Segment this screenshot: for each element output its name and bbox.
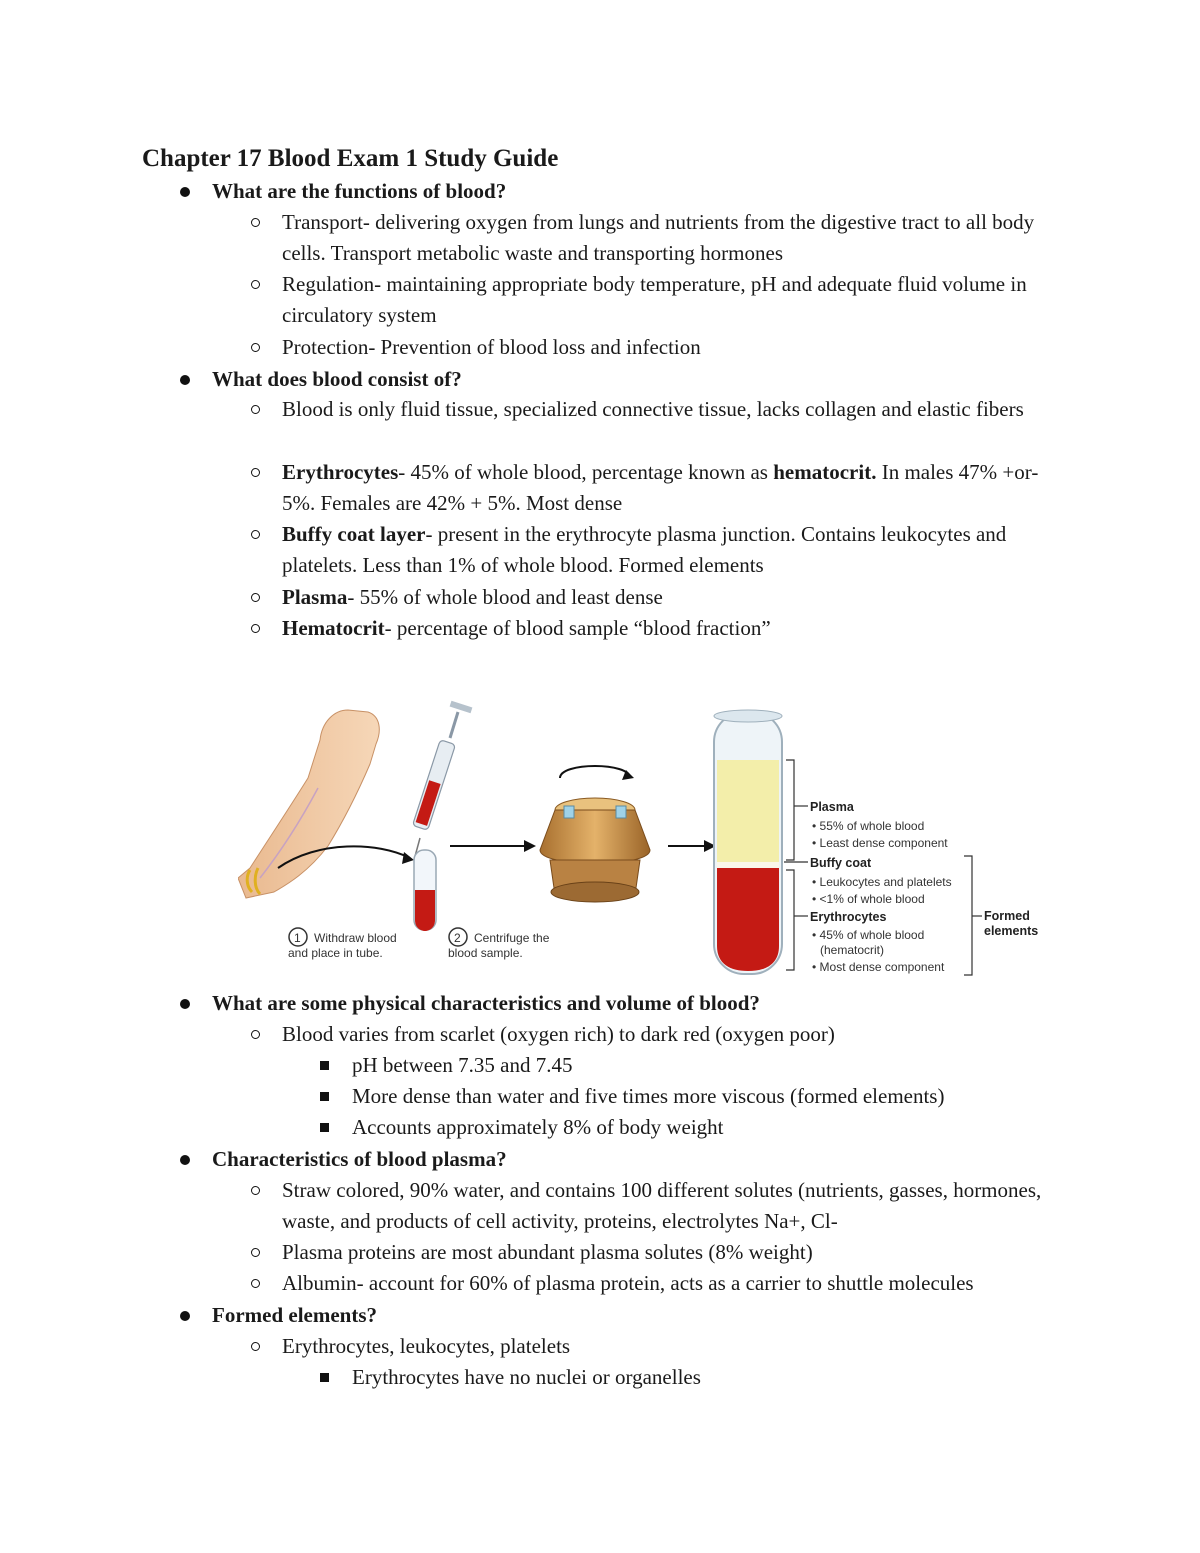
arrow-head-icon bbox=[402, 852, 414, 864]
question-functions: What are the functions of blood? bbox=[212, 179, 507, 203]
step-number: 1 bbox=[294, 931, 301, 945]
bullet-circle bbox=[251, 1030, 260, 1039]
list-item: Regulation- maintaining appropriate body temperature, pH and adequate fluid volume in circulatory system bbox=[282, 272, 1027, 327]
step1-label-line2: and place in tube. bbox=[288, 946, 383, 960]
step2-label-line1: Centrifuge the bbox=[474, 931, 550, 945]
bullet-circle bbox=[251, 1279, 260, 1288]
term: Buffy coat layer bbox=[282, 522, 426, 546]
label-buffy-coat: Buffy coat bbox=[810, 856, 872, 870]
bullet-square bbox=[320, 1092, 329, 1101]
term: hematocrit. bbox=[773, 460, 877, 484]
term: Plasma bbox=[282, 585, 348, 609]
label-plasma-bullet: • Least dense component bbox=[812, 836, 948, 850]
list-subitem: More dense than water and five times more viscous (formed elements) bbox=[352, 1084, 945, 1108]
question-formed-elements: Formed elements? bbox=[212, 1303, 378, 1327]
list-item-plasma: Plasma- 55% of whole blood and least dense bbox=[282, 585, 663, 609]
list-item: Transport- delivering oxygen from lungs and nutrients from the digestive tract to all body cells. Transport metabolic waste and transporting hormones bbox=[282, 210, 1035, 265]
question-composition: What does blood consist of? bbox=[212, 367, 462, 391]
list-subitem: pH between 7.35 and 7.45 bbox=[352, 1053, 573, 1077]
term: Hematocrit bbox=[282, 616, 385, 640]
label-ery-hematocrit: (hematocrit) bbox=[820, 943, 885, 957]
bullet-disc bbox=[180, 1311, 190, 1321]
label-formed-elements-line2: elements bbox=[984, 924, 1039, 938]
page-title: Chapter 17 Blood Exam 1 Study Guide bbox=[142, 145, 559, 172]
list-item: Erythrocytes, leukocytes, platelets bbox=[282, 1334, 571, 1358]
bullet-circle bbox=[251, 530, 260, 539]
question-plasma: Characteristics of blood plasma? bbox=[212, 1147, 507, 1171]
list-item: Blood is only fluid tissue, specialized connective tissue, lacks collagen and elastic fibers bbox=[282, 397, 1024, 421]
list-item: Straw colored, 90% water, and contains 100 different solutes (nutrients, gasses, hormones, waste, and products of cell activity, proteins, electrolytes Na+, Cl- bbox=[282, 1178, 1042, 1233]
bullet-square bbox=[320, 1373, 329, 1382]
bracket-formed-elements bbox=[964, 856, 972, 975]
list-item: Albumin- account for 60% of plasma protein, acts as a carrier to shuttle molecules bbox=[282, 1271, 974, 1295]
bullet-disc bbox=[180, 187, 190, 197]
label-ery-bullet: • 45% of whole blood bbox=[812, 928, 925, 942]
bullet-circle bbox=[251, 343, 260, 352]
bracket-erythrocytes bbox=[786, 870, 794, 970]
bullet-circle bbox=[251, 593, 260, 602]
bullet-square bbox=[320, 1061, 329, 1070]
step-number: 2 bbox=[454, 931, 461, 945]
label-erythrocytes: Erythrocytes bbox=[810, 910, 887, 924]
list-item-hematocrit: Hematocrit- percentage of blood sample “blood fraction” bbox=[282, 616, 771, 640]
list-item-erythrocytes: Erythrocytes- 45% of whole blood, percentage known as hematocrit. In males 47% +or- 5%. Females are 42% + 5%. Most dense bbox=[282, 460, 1039, 515]
arrow-head-icon bbox=[524, 840, 536, 852]
syringe-illustration bbox=[412, 701, 472, 860]
bullet-circle bbox=[251, 405, 260, 414]
label-plasma-bullet: • 55% of whole blood bbox=[812, 819, 925, 833]
bullet-circle bbox=[251, 468, 260, 477]
list-subitem: Accounts approximately 8% of body weight bbox=[352, 1115, 724, 1139]
bullet-disc bbox=[180, 375, 190, 385]
arm-illustration bbox=[238, 710, 379, 898]
bullet-circle bbox=[251, 218, 260, 227]
question-physical: What are some physical characteristics and volume of blood? bbox=[212, 991, 760, 1015]
bullet-square bbox=[320, 1123, 329, 1132]
bullet-circle bbox=[251, 280, 260, 289]
list-item: Protection- Prevention of blood loss and infection bbox=[282, 335, 701, 359]
label-buffy-bullet: • <1% of whole blood bbox=[812, 892, 925, 906]
list-item: Plasma proteins are most abundant plasma solutes (8% weight) bbox=[282, 1240, 813, 1264]
test-tube-large bbox=[714, 710, 782, 974]
bullet-circle bbox=[251, 1342, 260, 1351]
centrifuge-illustration bbox=[540, 766, 650, 902]
list-item: Blood varies from scarlet (oxygen rich) to dark red (oxygen poor) bbox=[282, 1022, 835, 1046]
label-ery-bullet: • Most dense component bbox=[812, 960, 945, 974]
label-plasma: Plasma bbox=[810, 800, 854, 814]
label-buffy-bullet: • Leukocytes and platelets bbox=[812, 875, 952, 889]
list-item-buffy-coat: Buffy coat layer- present in the erythrocyte plasma junction. Contains leukocytes and platelets. Less than 1% of whole blood. Formed elements bbox=[282, 522, 1007, 577]
bullet-disc bbox=[180, 999, 190, 1009]
bullet-circle bbox=[251, 624, 260, 633]
blood-centrifuge-figure bbox=[238, 700, 1068, 985]
list-subitem: Erythrocytes have no nuclei or organelles bbox=[352, 1365, 701, 1389]
step1-label-line1: Withdraw blood bbox=[314, 931, 397, 945]
step2-label-line2: blood sample. bbox=[448, 946, 523, 960]
bullet-circle bbox=[251, 1186, 260, 1195]
bracket-plasma bbox=[786, 760, 794, 860]
term: Erythrocytes bbox=[282, 460, 399, 484]
label-formed-elements-line1: Formed bbox=[984, 909, 1030, 923]
bullet-circle bbox=[251, 1248, 260, 1257]
bullet-disc bbox=[180, 1155, 190, 1165]
test-tube-small bbox=[414, 850, 436, 931]
